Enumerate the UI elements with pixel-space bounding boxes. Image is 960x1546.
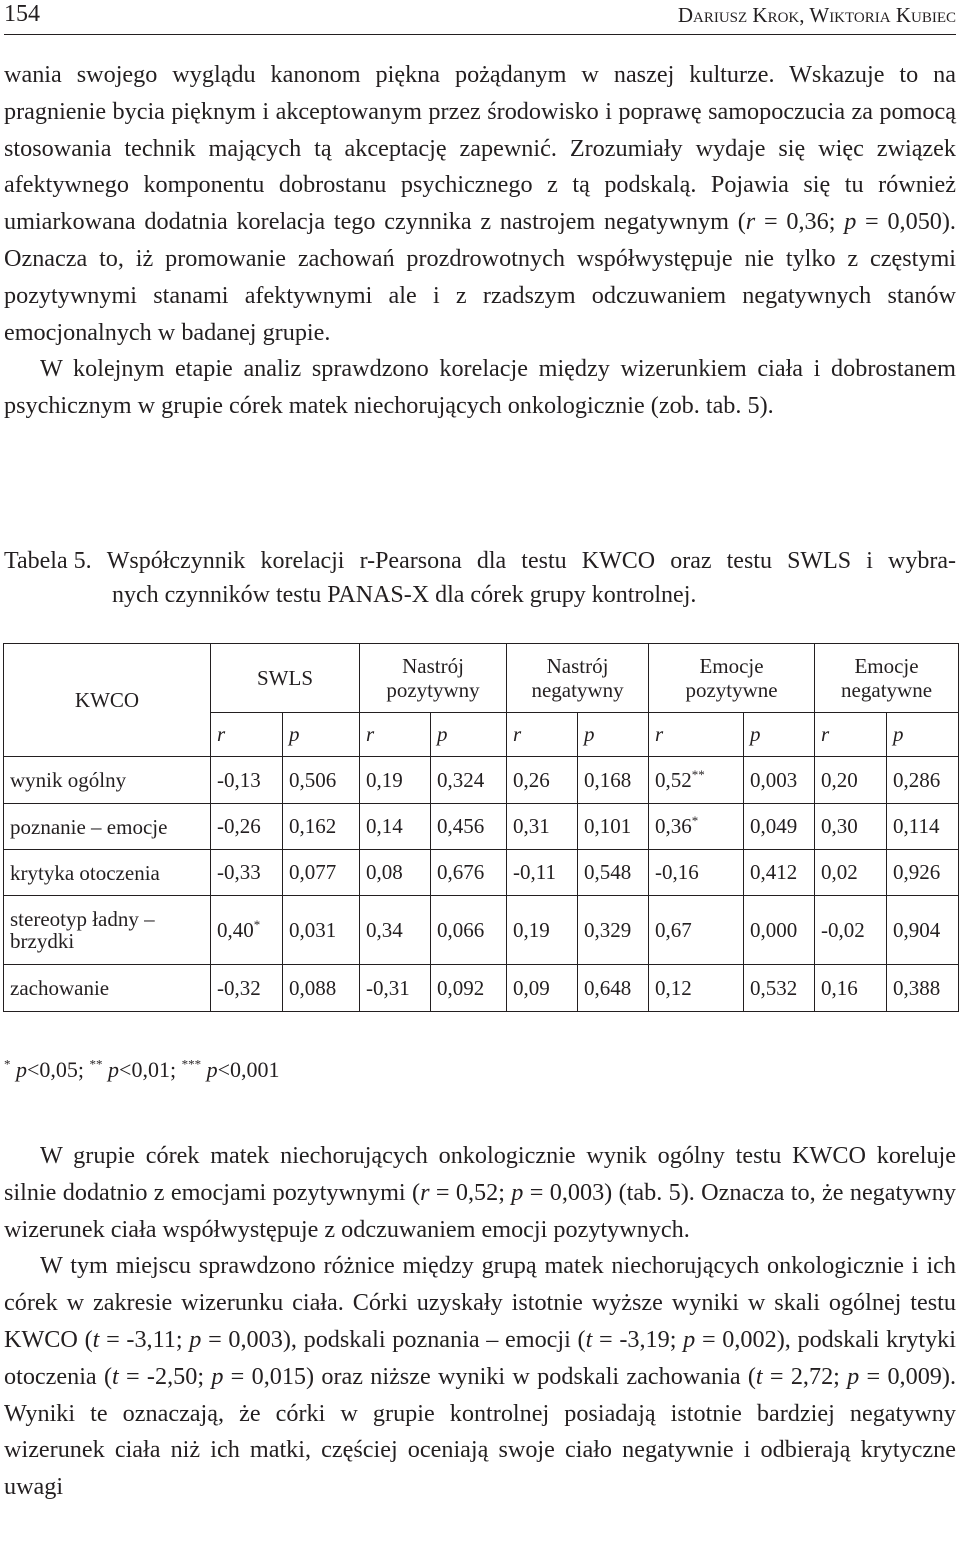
header-line: Emocje <box>854 654 919 678</box>
text-run: = 0,36; <box>755 208 845 236</box>
caption-word: SWLS <box>787 548 852 574</box>
r-value: 0,19 <box>366 767 403 792</box>
p-value-cell: 0,162 <box>283 804 360 850</box>
p-value-cell: 0,904 <box>887 896 959 965</box>
r-value-cell <box>360 757 431 804</box>
r-value-cell <box>815 850 887 896</box>
caption-line-2: nych czynników testu PANAS-X dla córek grupy kontrolnej. <box>112 582 697 608</box>
group-header <box>649 644 815 713</box>
table-corner-header: KWCO <box>4 644 211 757</box>
p-value-cell: 0,324 <box>431 757 507 804</box>
r-value-cell <box>360 804 431 850</box>
r-value: 0,40 <box>217 917 254 942</box>
text-run: wania swojego wyglądu kanonom piękna pożądanym w naszej kulturze. Wskazuje to na pragnienie bycia pięknym i akceptowanym przez środowisko i poprawę samopoczucia za pomocą stosowania technik mających tą akceptację zapewnić. Zrozumiały wydaje się więc związek afektywnego komponentu dobrostanu psychicznego z tą podskalą. Pojawia się tu również umiarkowana dodatnia korelacja tego czynnika z nastrojem negatywnym ( <box>4 61 956 236</box>
r-value: 0,08 <box>366 860 403 884</box>
r-value: 0,30 <box>821 814 858 838</box>
r-value: 0,26 <box>513 767 550 792</box>
r-value: 0,67 <box>655 917 692 942</box>
text-run: = 0,52; <box>429 1178 512 1206</box>
row-label: zachowanie <box>4 965 211 1012</box>
r-value-cell <box>507 757 578 804</box>
r-value-cell <box>649 965 744 1012</box>
header-line: negatywne <box>841 678 933 702</box>
p-value-cell: 0,003 <box>744 757 815 804</box>
caption-word: Współczynnik <box>106 548 246 574</box>
significance-marker: ** <box>89 1056 103 1072</box>
text-run: = 2,72; <box>762 1362 848 1390</box>
page-number: 154 <box>4 1 40 27</box>
p-value-cell: 0,926 <box>887 850 959 896</box>
stat-header-r: r <box>507 713 578 757</box>
r-value-cell <box>507 896 578 965</box>
text-run: = 0,003), podskali poznania – emocji ( <box>201 1325 586 1353</box>
p-value-cell: 0,548 <box>578 850 649 896</box>
r-value-cell <box>211 850 283 896</box>
stat-symbol: p <box>511 1178 524 1206</box>
table-row <box>4 757 959 804</box>
footnote-text: <0,05; <box>27 1057 90 1082</box>
stat-symbol: p <box>102 1057 120 1082</box>
r-value: 0,31 <box>513 814 550 838</box>
r-value-cell <box>360 965 431 1012</box>
p-value-cell: 0,329 <box>578 896 649 965</box>
r-value-cell <box>211 896 283 965</box>
significance-marker: ** <box>691 766 705 782</box>
row-label: wynik ogólny <box>4 757 211 804</box>
r-value: 0,02 <box>821 860 858 884</box>
r-value: -0,13 <box>217 767 261 792</box>
r-value-cell <box>815 804 887 850</box>
r-value-cell <box>360 896 431 965</box>
row-label: krytyka otoczenia <box>4 850 211 896</box>
caption-word: testu <box>521 548 567 574</box>
r-value-cell <box>815 896 887 965</box>
r-value-cell <box>211 804 283 850</box>
p-value-cell: 0,049 <box>744 804 815 850</box>
table-row <box>4 896 959 965</box>
stat-symbol: p <box>201 1057 218 1082</box>
text-run: = 0,009). Wyniki te oznaczają, że córki w grupie kontrolnej posiadają istotnie bardziej negatywny wizerunek ciała niż ich matki, częściej oceniają swoje ciało negatywnie i odbierają krytyczne uwagi <box>4 1362 956 1501</box>
paragraph-4 <box>4 1248 956 1506</box>
p-value-cell: 0,088 <box>283 965 360 1012</box>
text-block-bottom <box>4 1138 956 1506</box>
table-row <box>4 804 959 850</box>
text-run: = -3,11; <box>99 1325 190 1353</box>
header-line: Emocje <box>699 654 764 678</box>
p-value-cell: 0,532 <box>744 965 815 1012</box>
r-value-cell <box>211 757 283 804</box>
stat-symbol: p <box>844 208 857 236</box>
significance-marker: * <box>691 813 699 828</box>
table-footnote <box>4 1056 279 1084</box>
r-value: -0,16 <box>655 860 699 884</box>
text-run: = 0,003) (tab. 5). Oznacza to, że negatywny wizerunek ciała współwystępuje z odczuwaniem emocji pozytywnych. <box>4 1178 956 1243</box>
stat-symbol: r <box>420 1178 430 1206</box>
r-value-cell <box>649 804 744 850</box>
r-value: 0,16 <box>821 975 858 1000</box>
caption-word: wybra- <box>888 548 956 574</box>
r-value: -0,02 <box>821 917 865 942</box>
p-value-cell: 0,114 <box>887 804 959 850</box>
stat-symbol: t <box>755 1362 763 1390</box>
r-value: -0,31 <box>366 975 410 1000</box>
caption-word: r-Pearsona <box>359 548 462 574</box>
page-header <box>4 0 956 36</box>
row-label: poznanie – emocje <box>4 804 211 850</box>
group-header <box>360 644 507 713</box>
significance-marker: * <box>253 916 261 932</box>
stat-symbol: t <box>585 1325 593 1353</box>
stat-header-r: r <box>815 713 887 757</box>
header-line: pozytywny <box>386 678 480 702</box>
header-line: pozytywne <box>685 678 778 702</box>
stat-symbol: p <box>847 1362 860 1390</box>
significance-marker: * <box>4 1056 11 1072</box>
r-value-cell <box>815 757 887 804</box>
p-value-cell: 0,648 <box>578 965 649 1012</box>
caption-word: dla <box>476 548 507 574</box>
group-header <box>507 644 649 713</box>
r-value-cell <box>507 965 578 1012</box>
significance-marker: *** <box>181 1056 202 1072</box>
r-value: 0,52 <box>655 767 692 792</box>
p-value-cell: 0,092 <box>431 965 507 1012</box>
stat-header-r: r <box>649 713 744 757</box>
text-block-top <box>4 57 956 425</box>
stat-header-p: p <box>431 713 507 757</box>
running-head-authors: Dariusz Krok, Wiktoria Kubiec <box>677 3 956 27</box>
p-value-cell: 0,456 <box>431 804 507 850</box>
header-line: SWLS <box>257 666 314 690</box>
correlation-table <box>3 643 959 1012</box>
group-header <box>815 644 959 713</box>
paragraph-1 <box>4 57 956 351</box>
stat-symbol: p <box>211 1362 224 1390</box>
r-value: 0,36 <box>655 814 692 838</box>
table-caption <box>4 544 956 612</box>
r-value: -0,32 <box>217 975 261 1000</box>
stat-symbol: p <box>189 1325 202 1353</box>
table-row <box>4 850 959 896</box>
p-value-cell: 0,506 <box>283 757 360 804</box>
r-value: 0,09 <box>513 975 550 1000</box>
r-value: -0,33 <box>217 860 261 884</box>
stat-symbol: p <box>10 1057 27 1082</box>
p-value-cell: 0,000 <box>744 896 815 965</box>
r-value: -0,26 <box>217 814 261 838</box>
text-run: = -3,19; <box>592 1325 684 1353</box>
p-value-cell: 0,066 <box>431 896 507 965</box>
stat-header-p: p <box>578 713 649 757</box>
p-value-cell: 0,676 <box>431 850 507 896</box>
r-value-cell <box>507 850 578 896</box>
stat-header-p: p <box>887 713 959 757</box>
text-run: = 0,015) oraz niższe wyniki w podskali zachowania ( <box>223 1362 756 1390</box>
text-run: W tym miejscu sprawdzono różnice między grupą matek niechorujących onkologicznie i ich córek w zakresie wizerunku ciała. Córki uzyskały istotnie wyższe wyniki w skali ogólnej testu KWCO ( <box>4 1252 956 1353</box>
r-value-cell <box>507 804 578 850</box>
r-value-cell <box>649 850 744 896</box>
header-rule <box>4 34 956 35</box>
caption-word: oraz <box>670 548 712 574</box>
p-value-cell: 0,168 <box>578 757 649 804</box>
header-line: negatywny <box>531 678 624 702</box>
caption-word: Tabela 5. <box>4 548 92 574</box>
header-line: Nastrój <box>546 654 609 678</box>
r-value: 0,12 <box>655 975 692 1000</box>
paragraph-3 <box>4 1138 956 1248</box>
r-value: 0,14 <box>366 814 403 838</box>
text-run: = 0,050). Oznacza to, iż promowanie zachowań prozdrowotnych współwystępuje nie tylko z częstymi pozytywnymi stanami afektywnymi ale i z rzadszym odczuwaniem negatywnych stanów emocjonalnych w badanej grupie. <box>4 208 956 346</box>
p-value-cell: 0,101 <box>578 804 649 850</box>
caption-word: testu <box>726 548 772 574</box>
r-value-cell <box>815 965 887 1012</box>
paragraph-2: W kolejnym etapie analiz sprawdzono korelacje między wizerunkiem ciała i dobrostanem psychicznym w grupie córek matek niechorujących onkologicznie (zob. tab. 5). <box>4 355 956 420</box>
r-value: -0,11 <box>513 860 556 884</box>
stat-symbol: t <box>92 1325 100 1353</box>
r-value-cell <box>649 757 744 804</box>
stat-header-p: p <box>283 713 360 757</box>
stat-symbol: r <box>745 208 756 236</box>
r-value: 0,34 <box>366 917 403 942</box>
r-value: 0,19 <box>513 917 550 942</box>
text-run: = -2,50; <box>118 1362 212 1390</box>
p-value-cell: 0,412 <box>744 850 815 896</box>
caption-line-1 <box>4 544 956 578</box>
footnote-text: <0,01; <box>119 1057 182 1082</box>
stat-symbol: t <box>112 1362 119 1390</box>
table-row <box>4 965 959 1012</box>
header-line: Nastrój <box>402 654 464 678</box>
stat-header-p: p <box>744 713 815 757</box>
p-value-cell: 0,388 <box>887 965 959 1012</box>
caption-word: korelacji <box>260 548 345 574</box>
r-value-cell <box>649 896 744 965</box>
stat-header-r: r <box>211 713 283 757</box>
footnote-text: <0,001 <box>217 1057 280 1082</box>
p-value-cell: 0,031 <box>283 896 360 965</box>
stat-header-r: r <box>360 713 431 757</box>
p-value-cell: 0,286 <box>887 757 959 804</box>
caption-word: i <box>866 548 873 574</box>
r-value: 0,20 <box>821 767 858 792</box>
text-run: W grupie córek matek niechorujących onkologicznie wynik ogólny testu KWCO koreluje silnie dodatnio z emocjami pozytywnymi ( <box>4 1142 956 1206</box>
stat-symbol: p <box>683 1325 696 1353</box>
p-value-cell: 0,077 <box>283 850 360 896</box>
r-value-cell <box>211 965 283 1012</box>
r-value-cell <box>360 850 431 896</box>
caption-word: KWCO <box>581 548 656 574</box>
group-header <box>211 644 360 713</box>
text-run: = 0,002), podskali krytyki otoczenia ( <box>4 1325 956 1390</box>
row-label: stereotyp ładny – brzydki <box>4 896 211 965</box>
